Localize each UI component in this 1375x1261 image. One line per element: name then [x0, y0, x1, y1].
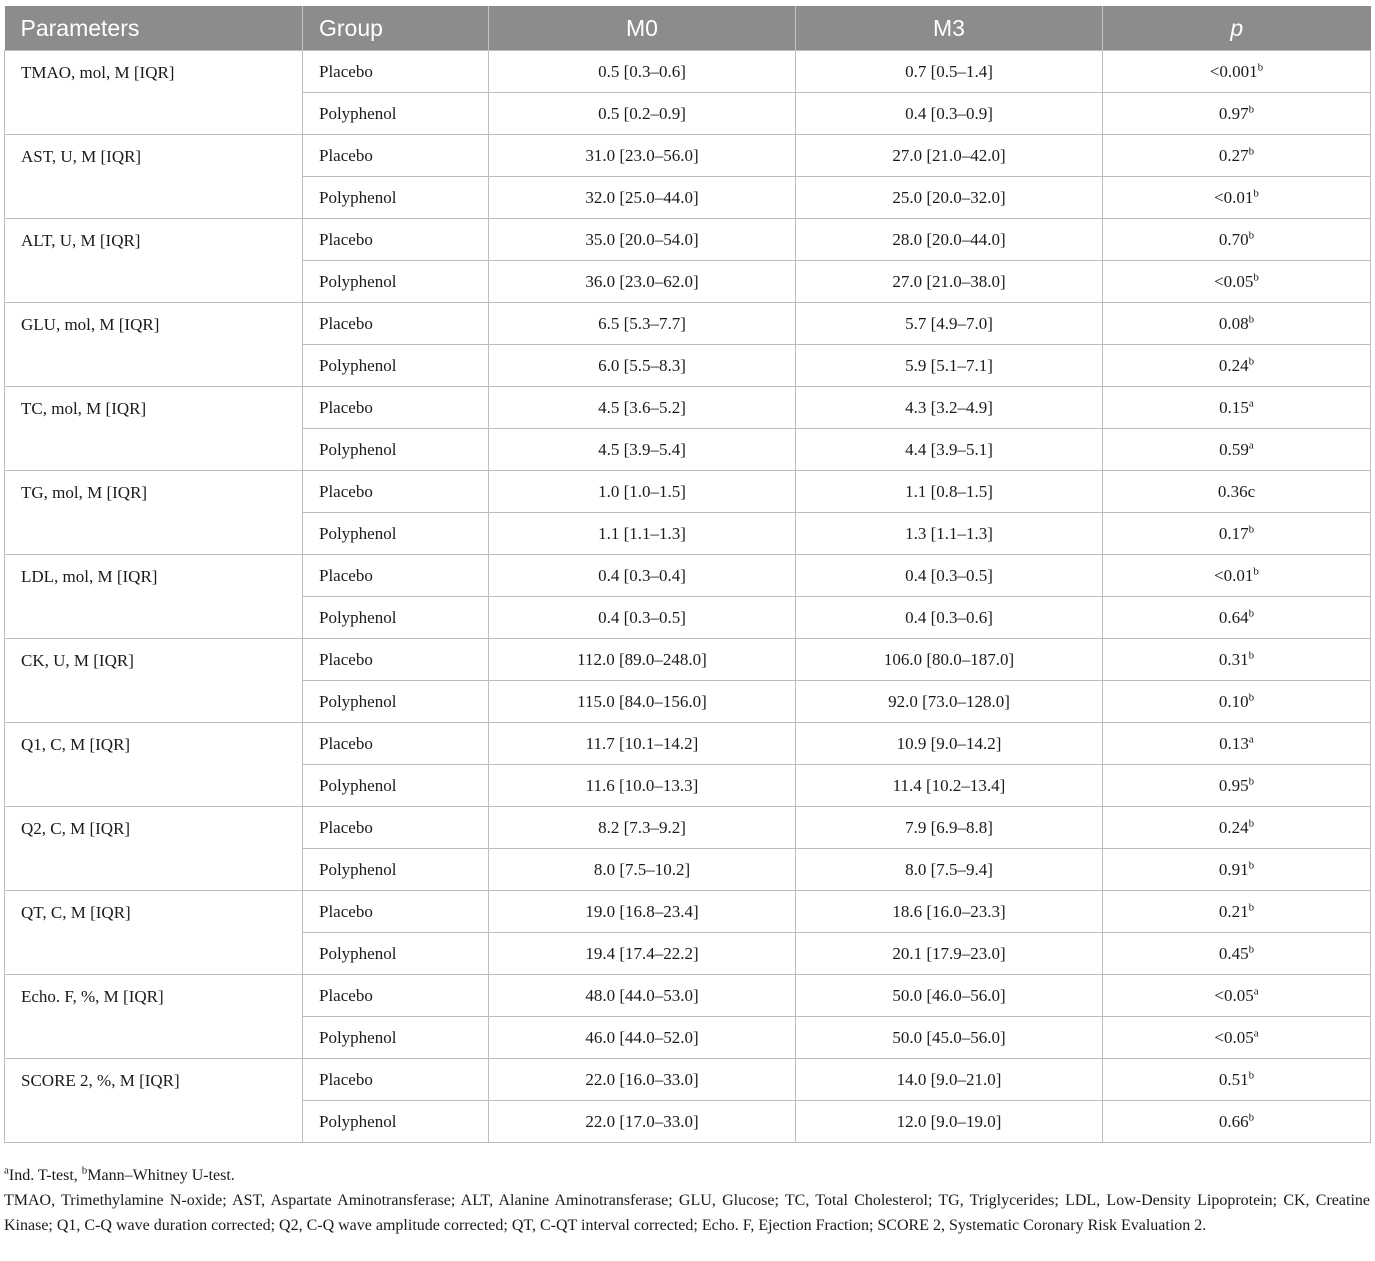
- p-value-cell: [1103, 555, 1371, 597]
- m0-cell: 112.0 [89.0–248.0]: [489, 639, 796, 681]
- table-row: [5, 555, 1371, 597]
- group-cell: Polyphenol: [303, 1017, 489, 1059]
- group-cell: Placebo: [303, 807, 489, 849]
- p-value-footnote-mark: b: [1248, 102, 1255, 115]
- table-row: [5, 723, 1371, 765]
- group-cell: Placebo: [303, 219, 489, 261]
- group-cell: Polyphenol: [303, 93, 489, 135]
- m3-cell: 1.3 [1.1–1.3]: [796, 513, 1103, 555]
- group-cell: Polyphenol: [303, 597, 489, 639]
- group-cell: Placebo: [303, 723, 489, 765]
- p-value-footnote-mark: a: [1253, 984, 1259, 997]
- p-value-footnote-mark: b: [1248, 1110, 1255, 1123]
- p-value-footnote-mark: b: [1253, 270, 1259, 283]
- parameter-cell: ALT, U, M [IQR]: [5, 219, 303, 303]
- m3-cell: 0.4 [0.3–0.5]: [796, 555, 1103, 597]
- results-table: [4, 6, 1371, 1143]
- p-value: 0.36c: [1217, 481, 1256, 501]
- p-value-footnote-mark: b: [1248, 942, 1255, 955]
- table-row: [5, 807, 1371, 849]
- footnote-b-text: Mann–Whitney U-test.: [87, 1167, 235, 1184]
- p-value-footnote-mark: a: [1248, 732, 1254, 745]
- p-value-cell: [1103, 723, 1371, 765]
- p-value-cell: [1103, 513, 1371, 555]
- group-cell: Placebo: [303, 303, 489, 345]
- p-value-footnote-mark: b: [1248, 774, 1255, 787]
- m3-cell: 0.4 [0.3–0.9]: [796, 93, 1103, 135]
- m3-cell: 50.0 [46.0–56.0]: [796, 975, 1103, 1017]
- group-cell: Polyphenol: [303, 177, 489, 219]
- header-m0: M0: [489, 6, 796, 51]
- group-cell: Placebo: [303, 555, 489, 597]
- p-value-cell: [1103, 681, 1371, 723]
- table-row: [5, 219, 1371, 261]
- group-cell: Placebo: [303, 975, 489, 1017]
- m0-cell: 115.0 [84.0–156.0]: [489, 681, 796, 723]
- m0-cell: 0.4 [0.3–0.5]: [489, 597, 796, 639]
- m0-cell: 48.0 [44.0–53.0]: [489, 975, 796, 1017]
- group-cell: Polyphenol: [303, 261, 489, 303]
- m3-cell: 92.0 [73.0–128.0]: [796, 681, 1103, 723]
- m3-cell: 18.6 [16.0–23.3]: [796, 891, 1103, 933]
- p-value: 0.17: [1218, 523, 1249, 543]
- p-value: 0.51: [1218, 1069, 1249, 1089]
- group-cell: Placebo: [303, 51, 489, 93]
- group-cell: Polyphenol: [303, 849, 489, 891]
- parameter-cell: AST, U, M [IQR]: [5, 135, 303, 219]
- m0-cell: 46.0 [44.0–52.0]: [489, 1017, 796, 1059]
- m0-cell: 35.0 [20.0–54.0]: [489, 219, 796, 261]
- p-value: 0.64: [1218, 607, 1249, 627]
- p-value-footnote-mark: b: [1248, 690, 1255, 703]
- group-cell: Polyphenol: [303, 345, 489, 387]
- p-value: <0.05: [1214, 271, 1254, 291]
- table-row: [5, 387, 1371, 429]
- m3-cell: 10.9 [9.0–14.2]: [796, 723, 1103, 765]
- p-value-cell: [1103, 807, 1371, 849]
- p-value-footnote-mark: a: [1248, 396, 1254, 409]
- m0-cell: 6.5 [5.3–7.7]: [489, 303, 796, 345]
- m0-cell: 22.0 [16.0–33.0]: [489, 1059, 796, 1101]
- parameter-cell: Q1, C, M [IQR]: [5, 723, 303, 807]
- parameter-cell: Echo. F, %, M [IQR]: [5, 975, 303, 1059]
- results-table-container: [4, 6, 1370, 1143]
- m0-cell: 22.0 [17.0–33.0]: [489, 1101, 796, 1143]
- p-value-footnote-mark: b: [1248, 900, 1255, 913]
- p-value-footnote-mark: b: [1248, 354, 1255, 367]
- m3-cell: 12.0 [9.0–19.0]: [796, 1101, 1103, 1143]
- group-cell: Polyphenol: [303, 429, 489, 471]
- p-value-cell: [1103, 891, 1371, 933]
- p-value-cell: [1103, 51, 1371, 93]
- p-value: <0.001: [1209, 61, 1258, 81]
- p-value-cell: [1103, 429, 1371, 471]
- m3-cell: 4.4 [3.9–5.1]: [796, 429, 1103, 471]
- parameter-cell: TC, mol, M [IQR]: [5, 387, 303, 471]
- header-p-label: p: [1230, 14, 1244, 41]
- table-row: [5, 1059, 1371, 1101]
- m3-cell: 5.7 [4.9–7.0]: [796, 303, 1103, 345]
- group-cell: Placebo: [303, 135, 489, 177]
- m3-cell: 0.4 [0.3–0.6]: [796, 597, 1103, 639]
- p-value-footnote-mark: b: [1248, 858, 1255, 871]
- header-row: [5, 6, 1371, 51]
- group-cell: Polyphenol: [303, 933, 489, 975]
- group-cell: Placebo: [303, 471, 489, 513]
- m3-cell: 25.0 [20.0–32.0]: [796, 177, 1103, 219]
- m0-cell: 0.4 [0.3–0.4]: [489, 555, 796, 597]
- m0-cell: 1.1 [1.1–1.3]: [489, 513, 796, 555]
- p-value: <0.01: [1214, 565, 1254, 585]
- p-value: 0.31: [1218, 649, 1249, 669]
- table-row: [5, 975, 1371, 1017]
- p-value-cell: [1103, 597, 1371, 639]
- m0-cell: 4.5 [3.6–5.2]: [489, 387, 796, 429]
- parameter-cell: SCORE 2, %, M [IQR]: [5, 1059, 303, 1143]
- m0-cell: 0.5 [0.2–0.9]: [489, 93, 796, 135]
- p-value: 0.66: [1218, 1111, 1249, 1131]
- m3-cell: 1.1 [0.8–1.5]: [796, 471, 1103, 513]
- m0-cell: 1.0 [1.0–1.5]: [489, 471, 796, 513]
- p-value-cell: [1103, 933, 1371, 975]
- p-value: 0.13: [1219, 733, 1249, 753]
- m0-cell: 11.7 [10.1–14.2]: [489, 723, 796, 765]
- m0-cell: 8.0 [7.5–10.2]: [489, 849, 796, 891]
- p-value-footnote-mark: b: [1248, 144, 1255, 157]
- parameter-cell: Q2, C, M [IQR]: [5, 807, 303, 891]
- parameter-cell: GLU, mol, M [IQR]: [5, 303, 303, 387]
- m3-cell: 8.0 [7.5–9.4]: [796, 849, 1103, 891]
- p-value-cell: [1103, 1059, 1371, 1101]
- p-value-footnote-mark: b: [1248, 1068, 1255, 1081]
- group-cell: Polyphenol: [303, 681, 489, 723]
- parameter-cell: TMAO, mol, M [IQR]: [5, 51, 303, 135]
- m0-cell: 8.2 [7.3–9.2]: [489, 807, 796, 849]
- table-header: [5, 6, 1371, 51]
- footnote-b-mark: b: [81, 1164, 88, 1177]
- p-value: 0.21: [1218, 901, 1249, 921]
- p-value-cell: [1103, 975, 1371, 1017]
- m0-cell: 0.5 [0.3–0.6]: [489, 51, 796, 93]
- p-value-cell: [1103, 387, 1371, 429]
- p-value: 0.70: [1218, 229, 1249, 249]
- p-value-cell: [1103, 345, 1371, 387]
- m3-cell: 106.0 [80.0–187.0]: [796, 639, 1103, 681]
- p-value: <0.05: [1214, 985, 1254, 1005]
- p-value-cell: [1103, 1017, 1371, 1059]
- parameter-cell: TG, mol, M [IQR]: [5, 471, 303, 555]
- table-body: [5, 51, 1371, 1143]
- p-value-cell: [1103, 765, 1371, 807]
- p-value: 0.45: [1218, 943, 1249, 963]
- m0-cell: 19.0 [16.8–23.4]: [489, 891, 796, 933]
- p-value-cell: [1103, 219, 1371, 261]
- p-value: <0.01: [1214, 187, 1254, 207]
- group-cell: Polyphenol: [303, 765, 489, 807]
- m3-cell: 20.1 [17.9–23.0]: [796, 933, 1103, 975]
- p-value-cell: [1103, 849, 1371, 891]
- m3-cell: 27.0 [21.0–42.0]: [796, 135, 1103, 177]
- table-row: [5, 303, 1371, 345]
- m0-cell: 11.6 [10.0–13.3]: [489, 765, 796, 807]
- parameter-cell: QT, C, M [IQR]: [5, 891, 303, 975]
- m3-cell: 4.3 [3.2–4.9]: [796, 387, 1103, 429]
- m3-cell: 11.4 [10.2–13.4]: [796, 765, 1103, 807]
- p-value: <0.05: [1214, 1027, 1254, 1047]
- p-value: 0.24: [1218, 355, 1249, 375]
- table-row: [5, 51, 1371, 93]
- header-m3: M3: [796, 6, 1103, 51]
- p-value-cell: [1103, 471, 1371, 513]
- group-cell: Placebo: [303, 891, 489, 933]
- p-value-footnote-mark: b: [1248, 522, 1255, 535]
- m3-cell: 28.0 [20.0–44.0]: [796, 219, 1103, 261]
- group-cell: Placebo: [303, 639, 489, 681]
- p-value: 0.91: [1218, 859, 1249, 879]
- m3-cell: 50.0 [45.0–56.0]: [796, 1017, 1103, 1059]
- header-p: [1103, 6, 1371, 51]
- p-value: 0.08: [1218, 313, 1249, 333]
- p-value: 0.15: [1219, 397, 1249, 417]
- table-row: [5, 639, 1371, 681]
- footnote-a-text: Ind. T-test,: [8, 1167, 82, 1184]
- p-value-footnote-mark: b: [1257, 60, 1264, 73]
- p-value-footnote-mark: a: [1248, 438, 1254, 451]
- parameter-cell: LDL, mol, M [IQR]: [5, 555, 303, 639]
- table-row: [5, 891, 1371, 933]
- p-value-cell: [1103, 639, 1371, 681]
- p-value-footnote-mark: b: [1248, 816, 1255, 829]
- m0-cell: 31.0 [23.0–56.0]: [489, 135, 796, 177]
- p-value-footnote-mark: b: [1248, 312, 1255, 325]
- p-value-cell: [1103, 303, 1371, 345]
- table-row: [5, 135, 1371, 177]
- p-value: 0.95: [1218, 775, 1249, 795]
- test-footnote: [4, 1163, 1370, 1188]
- group-cell: Placebo: [303, 387, 489, 429]
- m3-cell: 5.9 [5.1–7.1]: [796, 345, 1103, 387]
- footnote-a-mark: a: [4, 1164, 9, 1177]
- p-value-cell: [1103, 1101, 1371, 1143]
- p-value-cell: [1103, 261, 1371, 303]
- m3-cell: 14.0 [9.0–21.0]: [796, 1059, 1103, 1101]
- p-value-footnote-mark: b: [1248, 606, 1255, 619]
- p-value-cell: [1103, 93, 1371, 135]
- m3-cell: 0.7 [0.5–1.4]: [796, 51, 1103, 93]
- p-value-cell: [1103, 177, 1371, 219]
- p-value-footnote-mark: b: [1253, 564, 1259, 577]
- m3-cell: 27.0 [21.0–38.0]: [796, 261, 1103, 303]
- p-value: 0.97: [1218, 103, 1249, 123]
- p-value: 0.24: [1218, 817, 1249, 837]
- group-cell: Polyphenol: [303, 1101, 489, 1143]
- m0-cell: 36.0 [23.0–62.0]: [489, 261, 796, 303]
- m0-cell: 4.5 [3.9–5.4]: [489, 429, 796, 471]
- p-value-footnote-mark: b: [1253, 186, 1259, 199]
- abbreviations-footnote: TMAO, Trimethylamine N-oxide; AST, Aspartate Aminotransferase; ALT, Alanine Aminotransferase; GLU, Glucose; TC, Total Cholesterol; TG, Triglycerides; LDL, Low-Density Lipoprotein; CK, Creatine Kinase; Q1, C-Q wave duration corrected; Q2, C-Q wave amplitude corrected; QT, C-QT interval corrected; Echo. F, Ejection Fraction; SCORE 2, Systematic Coronary Risk Evaluation 2.: [4, 1192, 1370, 1234]
- table-footnotes: [4, 1163, 1370, 1238]
- header-group: Group: [303, 6, 489, 51]
- p-value: 0.10: [1218, 691, 1249, 711]
- group-cell: Placebo: [303, 1059, 489, 1101]
- table-row: [5, 471, 1371, 513]
- p-value-footnote-mark: a: [1253, 1026, 1259, 1039]
- p-value-footnote-mark: b: [1248, 228, 1255, 241]
- parameter-cell: CK, U, M [IQR]: [5, 639, 303, 723]
- p-value: 0.27: [1218, 145, 1249, 165]
- m0-cell: 19.4 [17.4–22.2]: [489, 933, 796, 975]
- p-value-footnote-mark: b: [1248, 648, 1255, 661]
- m0-cell: 6.0 [5.5–8.3]: [489, 345, 796, 387]
- m0-cell: 32.0 [25.0–44.0]: [489, 177, 796, 219]
- m3-cell: 7.9 [6.9–8.8]: [796, 807, 1103, 849]
- header-parameters: Parameters: [5, 6, 303, 51]
- p-value: 0.59: [1219, 439, 1249, 459]
- p-value-cell: [1103, 135, 1371, 177]
- group-cell: Polyphenol: [303, 513, 489, 555]
